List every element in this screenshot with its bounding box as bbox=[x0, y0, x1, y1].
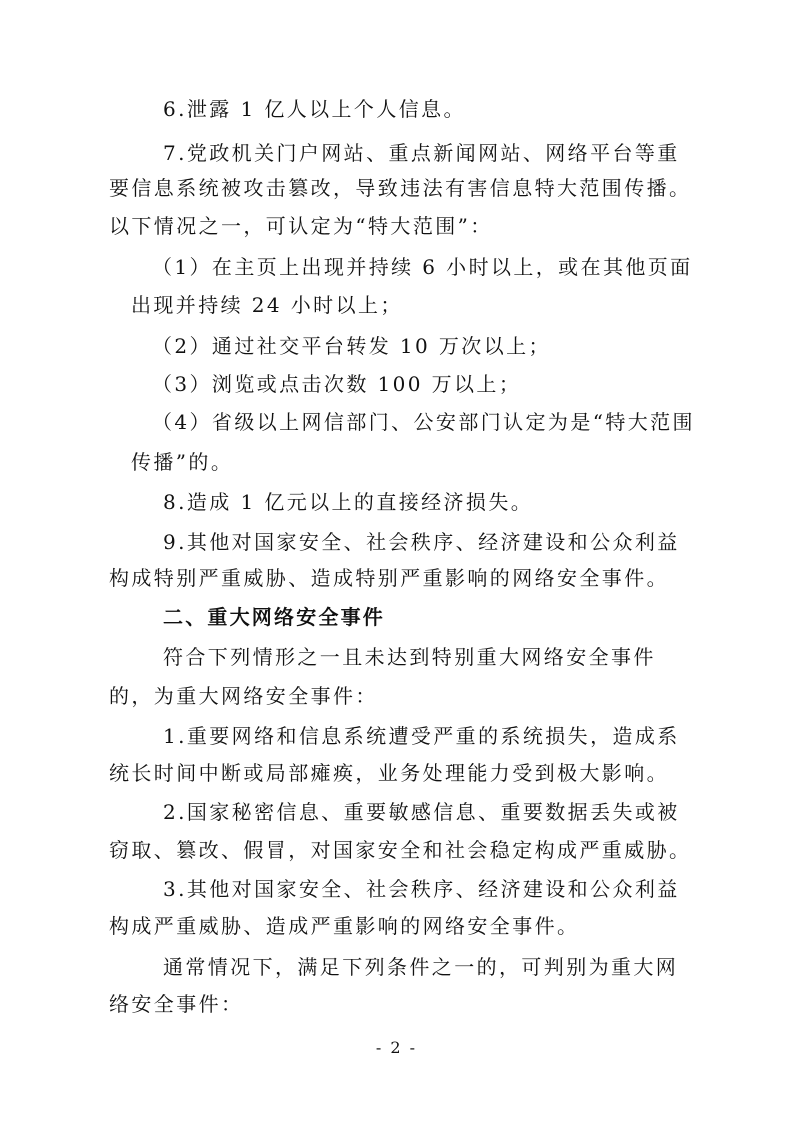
item-7-line-2: 要信息系统被攻击篡改，导致违法有害信息特大范围传播。 bbox=[109, 176, 692, 200]
condition-intro-line-1: 通常情况下，满足下列条件之一的，可判别为重大网 bbox=[163, 955, 679, 979]
section-heading-major-incidents: 二、重大网络安全事件 bbox=[163, 605, 385, 629]
major-item-1-line-1: 1.重要网络和信息系统遭受严重的系统损失，造成系 bbox=[163, 724, 680, 748]
major-item-2-line-2: 窃取、篡改、假冒，对国家安全和社会稳定构成严重威胁。 bbox=[109, 838, 692, 862]
section-intro-line-2: 的，为重大网络安全事件： bbox=[109, 684, 378, 708]
major-item-2-line-1: 2.国家秘密信息、重要敏感信息、重要数据丢失或被 bbox=[163, 800, 680, 824]
item-9-line-1: 9.其他对国家安全、社会秩序、经济建设和公众利益 bbox=[163, 530, 680, 554]
item-7-line-1: 7.党政机关门户网站、重点新闻网站、网络平台等重 bbox=[163, 141, 680, 165]
criterion-4-line-1: （4）省级以上网信部门、公安部门认定为是“特大范围 bbox=[152, 410, 695, 434]
criterion-2-line: （2）通过社交平台转发 10 万次以上； bbox=[152, 334, 551, 358]
criterion-3-line: （3）浏览或点击次数 100 万以上； bbox=[152, 372, 522, 396]
item-8-line: 8.造成 1 亿元以上的直接经济损失。 bbox=[163, 490, 534, 514]
major-item-3-line-1: 3.其他对国家安全、社会秩序、经济建设和公众利益 bbox=[163, 877, 680, 901]
page-number: - 2 - bbox=[375, 1038, 418, 1057]
item-7-criteria-intro: 以下情况之一，可认定为“特大范围”： bbox=[109, 214, 493, 238]
major-item-3-line-2: 构成严重威胁、造成严重影响的网络安全事件。 bbox=[109, 914, 580, 938]
item-9-line-2: 构成特别严重威胁、造成特别严重影响的网络安全事件。 bbox=[109, 566, 669, 590]
item-6-line: 6.泄露 1 亿人以上个人信息。 bbox=[163, 97, 466, 121]
criterion-1-line-2: 出现并持续 24 小时以上； bbox=[131, 293, 403, 317]
criterion-1-line-1: （1）在主页上出现并持续 6 小时以上，或在其他页面 bbox=[152, 255, 693, 279]
major-item-1-line-2: 统长时间中断或局部瘫痪，业务处理能力受到极大影响。 bbox=[109, 761, 669, 785]
condition-intro-line-2: 络安全事件： bbox=[109, 992, 244, 1016]
criterion-4-line-2: 传播”的。 bbox=[131, 450, 234, 474]
section-intro-line-1: 符合下列情形之一且未达到特别重大网络安全事件 bbox=[163, 645, 656, 669]
